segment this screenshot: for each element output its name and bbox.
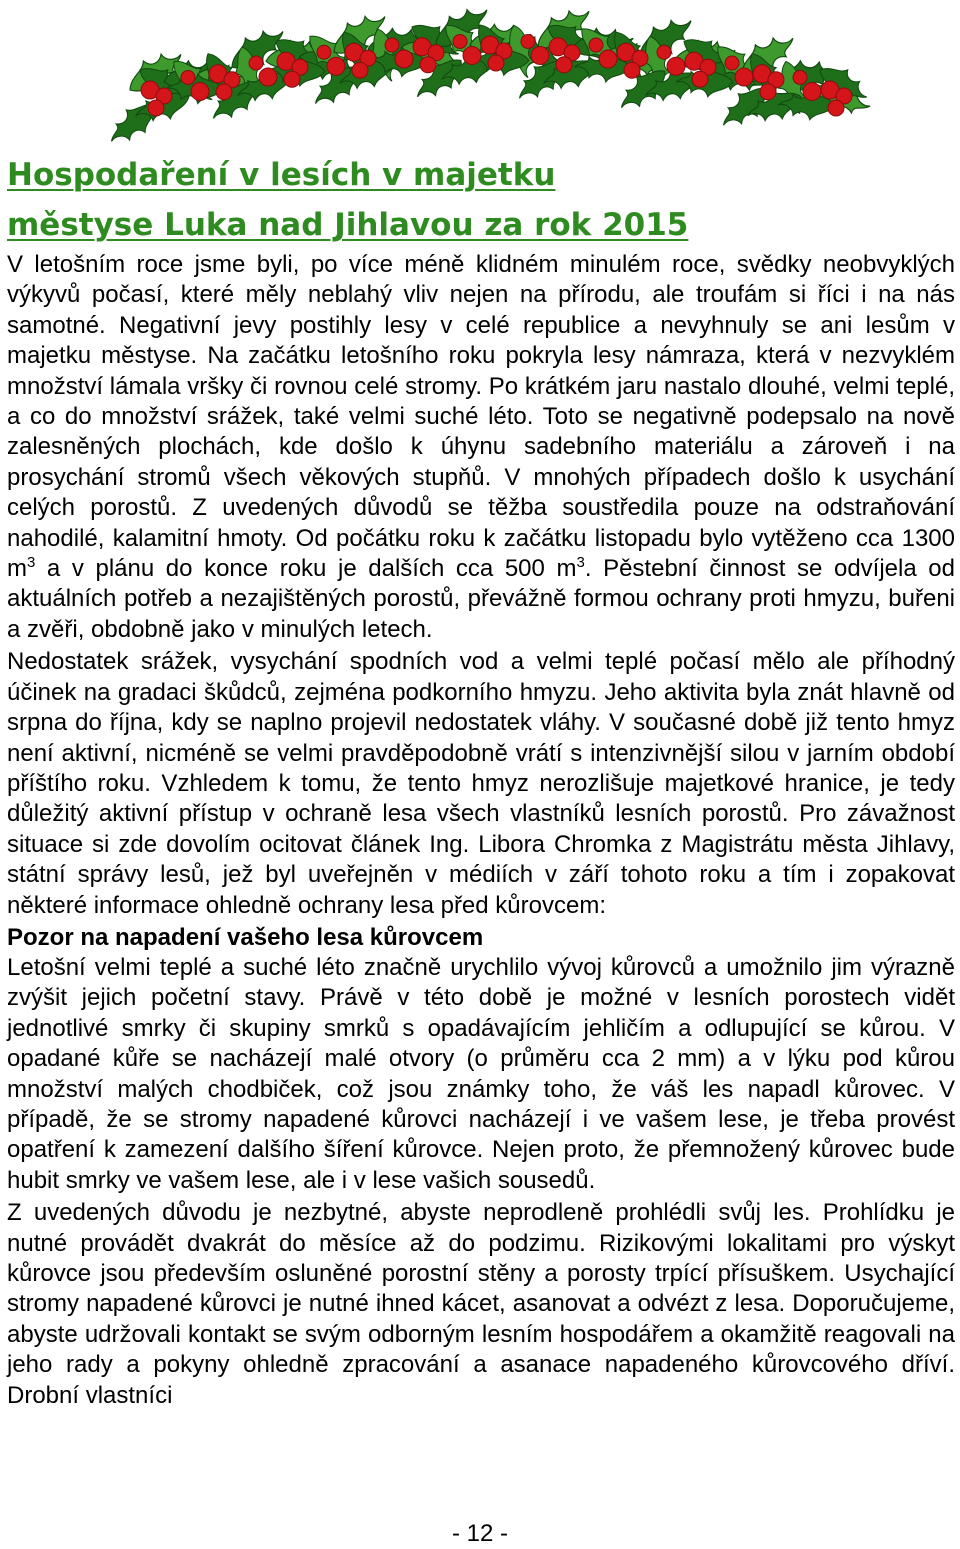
holly-berry-icon — [667, 57, 685, 75]
holly-berry-icon — [589, 38, 603, 52]
holly-berry-icon — [521, 34, 535, 48]
holly-berry-icon — [760, 84, 776, 100]
holly-berry-icon — [395, 50, 413, 68]
holly-berry-icon — [317, 45, 331, 59]
holly-berry-icon — [259, 68, 277, 86]
holly-berry-icon — [191, 82, 209, 100]
holly-berry-icon — [249, 56, 263, 70]
article-title — [7, 150, 955, 250]
holly-berry-icon — [725, 56, 739, 70]
holly-berry-icon — [181, 70, 195, 84]
holly-berry-icon — [463, 46, 481, 64]
holly-berry-icon — [803, 82, 821, 100]
holly-berry-icon — [385, 38, 399, 52]
paragraph-4: Z uvedených důvodu je nezbytné, abyste neprodleně prohlédli svůj les. Prohlídku je nutné provádět dvakrát do měsíce až do podzimu. Rizikovými lokalitami pro výskyt kůrovce jsou především osluněné porostní stěny a porosty trpící přísuškem. Usychající stromy napadené kůrovci je nutné ihned kácet, asanovat a odvézt z lesa. Doporučujeme, abyste udržovali kontakt se svým odborným lesním hospodářem a okamžitě reagovali na jeho rady a pokyny ohledně zpracování a asanace napadeného kůrovcového dříví. Drobní vlastníci — [7, 1199, 955, 1409]
holly-berry-icon — [556, 57, 572, 73]
holly-berry-icon — [624, 62, 640, 78]
holly-berry-icon — [531, 46, 549, 64]
holly-berry-icon — [657, 45, 671, 59]
page-number: - 12 - — [451, 1520, 508, 1547]
paragraph-1-text-b: a v plánu do konce roku je dalších cca 500 m — [35, 555, 577, 583]
holly-berry-icon — [284, 71, 300, 87]
holly-berry-icon — [692, 71, 708, 87]
paragraph-1-text-a: V letošním roce jsme byli, po více méně klidném minulém roce, svědky neobvyklých výkyvů počasí, které měly neblahý vliv nejen na přírodu, ale troufám si říci i na nás samotné. Negativní jevy postihly lesy v celé republice a nevyhnuly se ani lesům v majetku městyse. Na začátku letošního roku pokryla lesy námraza, která v nezvyklém množství lámala vršky či rovnou celé stromy. Po krátkém jaru nastalo dlouhé, velmi teplé, a co do množství srážek, také velmi suché léto. Toto se negativně podepsalo na nově zalesněných plochách, kde došlo k úhynu sadebního materiálu a zároveň i na prosychání stromů všech věkových stupňů. V mnohých případech došlo k usychání celých porostů. Z uvedených důvodů se těžba soustředila pouze na odstraňování nahodilé, kalamitní hmoty. Od počátku roku k začátku listopadu bylo vytěženo cca 1300 m — [7, 251, 955, 583]
holly-berry-icon — [352, 62, 368, 78]
holly-berry-icon — [735, 68, 753, 86]
paragraph-2: Nedostatek srážek, vysychání spodních vod a velmi teplé počasí mělo ale příhodný účinek na gradaci škůdců, zejména podkorního hmyzu. Jeho aktivita byla znát hlavně od srpna do října, kdy se naplno projevil nedostatek vláhy. V současné době již tento hmyz není aktivní, nicméně se velmi pravděpodobně vrátí s intenzivnější silou v jarním období příštího roku. Vzhledem k tomu, že tento hmyz nerozlišuje majetkové hranice, je tedy důležitý aktivní přístup v ochraně lesa všech vlastníků lesních porostů. Pro závažnost situace si zde dovolím ocitovat článek Ing. Libora Chromka z Magistrátu města Jihlavy, státní správy lesů, jež byl uveřejněn v médiích v září tohoto roku a tím i zopakovat některé informace ohledně ochrany lesa před kůrovcem: — [7, 648, 955, 919]
superscript-cubic: 3 — [576, 554, 585, 572]
holly-berry-icon — [420, 57, 436, 73]
holly-garland-icon — [0, 0, 960, 150]
paragraph-1-text-c: . Pěstební činnost se odvíjela od aktuálních potřeb a nezajištěných porostů, převážně formou ochrany proti hmyzu, buřeni a zvěři, obdobně jako v minulých letech. — [7, 555, 955, 643]
holly-berry-icon — [327, 57, 345, 75]
paragraph-1 — [7, 250, 955, 645]
holly-berry-icon — [793, 70, 807, 84]
holly-berry-icon — [453, 34, 467, 48]
paragraph-3: Letošní velmi teplé a suché léto značně urychlilo vývoj kůrovců a umožnilo jim výrazně zvýšit jejich početní stavy. Právě v této době je možné v lesních porostech vidět jednotlivé smrky či skupiny smrků s opadávajícím jehličím a odlupující se kůrou. V opadané kůře se nacházejí malé otvory (o průměru cca 2 mm) a v lýku pod kůrou množství malých chodbiček, což jsou známky toho, že váš les napadl kůrovec. V případě, že se stromy napadené kůrovci nacházejí i ve vašem lese, je třeba provést opatření k zamezení dalšího šíření kůrovce. Nejen proto, že přemnožený kůrovec bude hubit smrky ve vašem lese, ale i v lese vašich sousedů. — [7, 953, 955, 1194]
holly-berry-icon — [599, 50, 617, 68]
holly-berry-icon — [148, 100, 164, 116]
subheading: Pozor na napadení vašeho lesa kůrovcem — [7, 923, 484, 951]
holly-berry-icon — [488, 55, 504, 71]
title-line-1: Hospodaření v lesích v majetku — [7, 157, 556, 193]
article — [7, 150, 955, 1411]
holly-berry-icon — [828, 100, 844, 116]
superscript-cubic: 3 — [27, 554, 36, 572]
holly-berry-icon — [216, 84, 232, 100]
title-line-2: městyse Luka nad Jihlavou za rok 2015 — [7, 207, 689, 243]
